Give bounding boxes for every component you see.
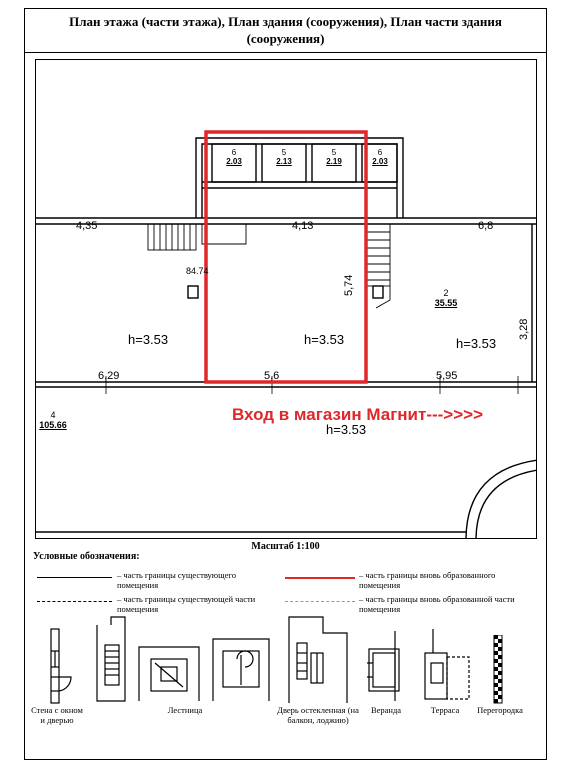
small-room-3: 5 2.19 bbox=[326, 148, 342, 166]
small-room-4: 6 2.03 bbox=[372, 148, 388, 166]
legend-item-4: – часть границы вновь образованной части помещения bbox=[359, 594, 515, 614]
veranda-icon bbox=[365, 629, 407, 705]
partition-icon bbox=[491, 635, 505, 705]
sheet-title: План этажа (части этажа), План здания (сооружения), План части здания (сооружения) bbox=[25, 9, 546, 53]
legend-item-2: – часть границы существующей части помещения bbox=[117, 594, 256, 614]
stairs-icon bbox=[95, 615, 275, 703]
height-left: h=3.53 bbox=[128, 332, 169, 347]
dim-6-8: 6,8 bbox=[478, 220, 494, 232]
legend-line-dashed-grey bbox=[285, 601, 355, 602]
legend-stairs-caption: Лестница bbox=[167, 705, 203, 715]
legend-line-solid-red bbox=[285, 577, 355, 579]
dim-4-13: 4,13 bbox=[292, 220, 314, 232]
height-center: h=3.53 bbox=[304, 332, 345, 347]
legend-glazed-door-caption: Дверь остекленная (на балкон, лоджию) bbox=[277, 705, 359, 725]
glazed-door-icon bbox=[287, 613, 357, 705]
legend-title: Условные обозначения: bbox=[33, 551, 140, 562]
legend-line-dashed-black bbox=[37, 601, 112, 602]
height-right: h=3.53 bbox=[456, 336, 497, 351]
legend-line-solid-black bbox=[37, 577, 112, 578]
legend-veranda-caption: Веранда bbox=[370, 705, 402, 715]
legend-item-1: – часть границы существующего помещения bbox=[117, 570, 236, 590]
wall-window-door-icon bbox=[45, 627, 75, 705]
room-4: 4 105.66 bbox=[39, 410, 67, 430]
dim-5-74: 5,74 bbox=[343, 274, 355, 296]
dim-6-29: 6,29 bbox=[98, 370, 120, 382]
small-room-2: 5 2.13 bbox=[276, 148, 292, 166]
scale-label: Масштаб 1:100 bbox=[251, 541, 320, 552]
room-center-label: 84.74 bbox=[186, 266, 209, 276]
dim-5-95: 5,95 bbox=[436, 370, 458, 382]
room-2: 2 35.55 bbox=[434, 288, 458, 308]
height-bottom: h=3.53 bbox=[326, 422, 367, 437]
dim-3-28: 3,28 bbox=[518, 318, 530, 340]
legend-wall-caption: Стена с окном и дверью bbox=[31, 705, 83, 725]
legend-item-3: – часть границы вновь образованного помещения bbox=[359, 570, 496, 590]
terrace-icon bbox=[417, 627, 473, 705]
dim-4-35: 4,35 bbox=[76, 220, 98, 232]
plan-sheet bbox=[24, 8, 547, 760]
entry-annotation: Вход в магазин Магнит--->>>> bbox=[232, 405, 484, 424]
floor-plan bbox=[35, 59, 537, 539]
dim-5-6: 5,6 bbox=[264, 370, 280, 382]
legend-terrace-caption: Терраса bbox=[430, 705, 460, 715]
legend-partition-caption: Перегородка bbox=[477, 705, 523, 715]
small-room-1: 6 2.03 bbox=[226, 148, 242, 166]
